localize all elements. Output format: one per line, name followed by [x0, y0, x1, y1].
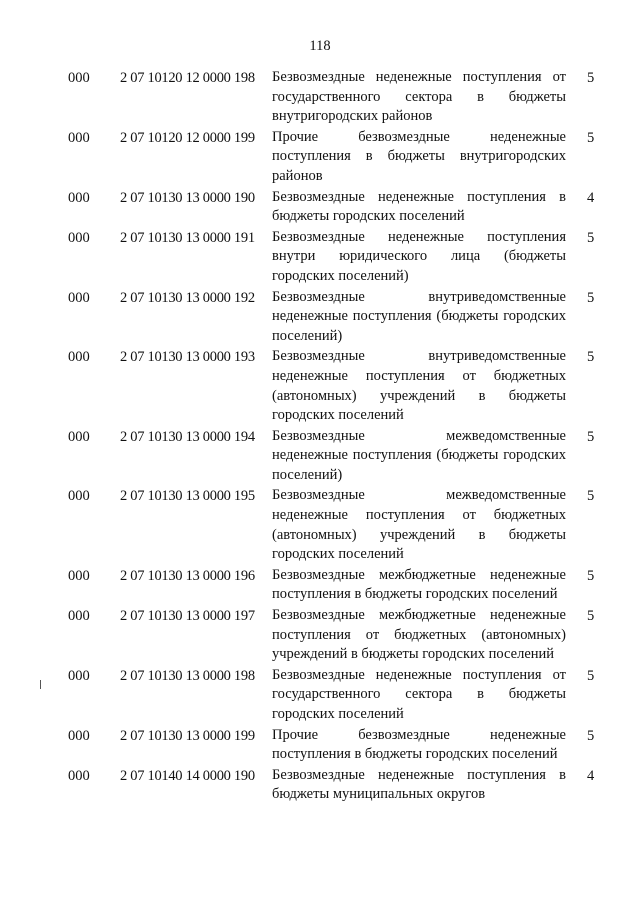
- scan-margin-mark: [40, 680, 41, 689]
- column-value: 5: [587, 488, 595, 505]
- revenue-name: Безвозмездные межведомственные неденежные поступления (бюджеты городских поселений): [272, 427, 566, 483]
- table-row: [0, 288, 640, 347]
- column-value: 5: [587, 70, 595, 86]
- table-row: [0, 666, 640, 725]
- table-row: [0, 68, 640, 127]
- column-value: 5: [587, 349, 595, 366]
- admin-code: 000: [68, 767, 90, 784]
- column-value: 5: [587, 727, 595, 744]
- revenue-name: Безвозмездные неденежные поступления внутри юридического лица (бюджеты городских поселений): [272, 228, 566, 284]
- column-value: 5: [587, 667, 595, 684]
- budget-classification-code: 2 07 10140 14 0000 190: [120, 767, 255, 784]
- column-value: 5: [587, 289, 595, 306]
- table-row: [0, 766, 640, 805]
- column-value: 5: [587, 608, 595, 625]
- budget-classification-code: 2 07 10120 12 0000 198: [120, 70, 255, 86]
- admin-code: 000: [68, 608, 90, 625]
- budget-classification-code: 2 07 10130 13 0000 196: [120, 567, 255, 584]
- budget-classification-code: 2 07 10130 13 0000 193: [120, 349, 255, 366]
- budget-classification-code: 2 07 10130 13 0000 194: [120, 428, 255, 445]
- budget-code-table: [0, 68, 640, 806]
- table-row: [0, 427, 640, 486]
- column-value: 4: [587, 767, 595, 784]
- table-row: [0, 486, 640, 564]
- table-row: [0, 128, 640, 187]
- column-value: 5: [587, 567, 595, 584]
- page-number: 118: [309, 38, 331, 54]
- revenue-name: Безвозмездные неденежные поступления в бюджеты городских поселений: [272, 188, 566, 225]
- column-value: 5: [587, 428, 595, 445]
- budget-classification-code: 2 07 10130 13 0000 190: [120, 189, 255, 206]
- table-row: [0, 228, 640, 287]
- budget-classification-code: 2 07 10130 13 0000 191: [120, 229, 255, 246]
- column-value: 4: [587, 189, 595, 206]
- admin-code: 000: [68, 70, 90, 86]
- table-row: [0, 726, 640, 765]
- admin-code: 000: [68, 727, 90, 744]
- revenue-name: Безвозмездные внутриведомственные неденежные поступления от бюджетных (автономных) учреждений в бюджеты городских поселений: [272, 348, 566, 424]
- admin-code: 000: [68, 229, 90, 246]
- revenue-name: Безвозмездные межбюджетные неденежные поступления в бюджеты городских поселений: [272, 566, 566, 603]
- table-row: [0, 566, 640, 605]
- table-row: [0, 188, 640, 227]
- budget-classification-code: 2 07 10130 13 0000 199: [120, 727, 255, 744]
- admin-code: 000: [68, 667, 90, 684]
- budget-classification-code: 2 07 10130 13 0000 192: [120, 289, 255, 306]
- budget-classification-code: 2 07 10130 13 0000 197: [120, 608, 255, 625]
- budget-classification-code: 2 07 10130 13 0000 198: [120, 667, 255, 684]
- revenue-name: Безвозмездные неденежные поступления от государственного сектора в бюджеты городских поселений: [272, 666, 566, 722]
- revenue-name: Безвозмездные неденежные поступления от государственного сектора в бюджеты внутригородских районов: [272, 69, 566, 125]
- admin-code: 000: [68, 567, 90, 584]
- revenue-name: Безвозмездные межбюджетные неденежные поступления от бюджетных (автономных) учреждений в бюджеты городских поселений: [272, 607, 566, 663]
- table-row: [0, 347, 640, 425]
- admin-code: 000: [68, 349, 90, 366]
- column-value: 5: [587, 129, 595, 146]
- revenue-name: Прочие безвозмездные неденежные поступления в бюджеты городских поселений: [272, 726, 566, 763]
- revenue-name: Прочие безвозмездные неденежные поступления в бюджеты внутригородских районов: [272, 128, 566, 184]
- budget-classification-code: 2 07 10130 13 0000 195: [120, 488, 255, 505]
- revenue-name: Безвозмездные межведомственные неденежные поступления от бюджетных (автономных) учреждений в бюджеты городских поселений: [272, 487, 566, 563]
- admin-code: 000: [68, 189, 90, 206]
- admin-code: 000: [68, 129, 90, 146]
- admin-code: 000: [68, 488, 90, 505]
- admin-code: 000: [68, 289, 90, 306]
- revenue-name: Безвозмездные внутриведомственные неденежные поступления (бюджеты городских поселений): [272, 288, 566, 344]
- budget-classification-code: 2 07 10120 12 0000 199: [120, 129, 255, 146]
- column-value: 5: [587, 229, 595, 246]
- admin-code: 000: [68, 428, 90, 445]
- revenue-name: Безвозмездные неденежные поступления в бюджеты муниципальных округов: [272, 766, 566, 803]
- table-row: [0, 606, 640, 665]
